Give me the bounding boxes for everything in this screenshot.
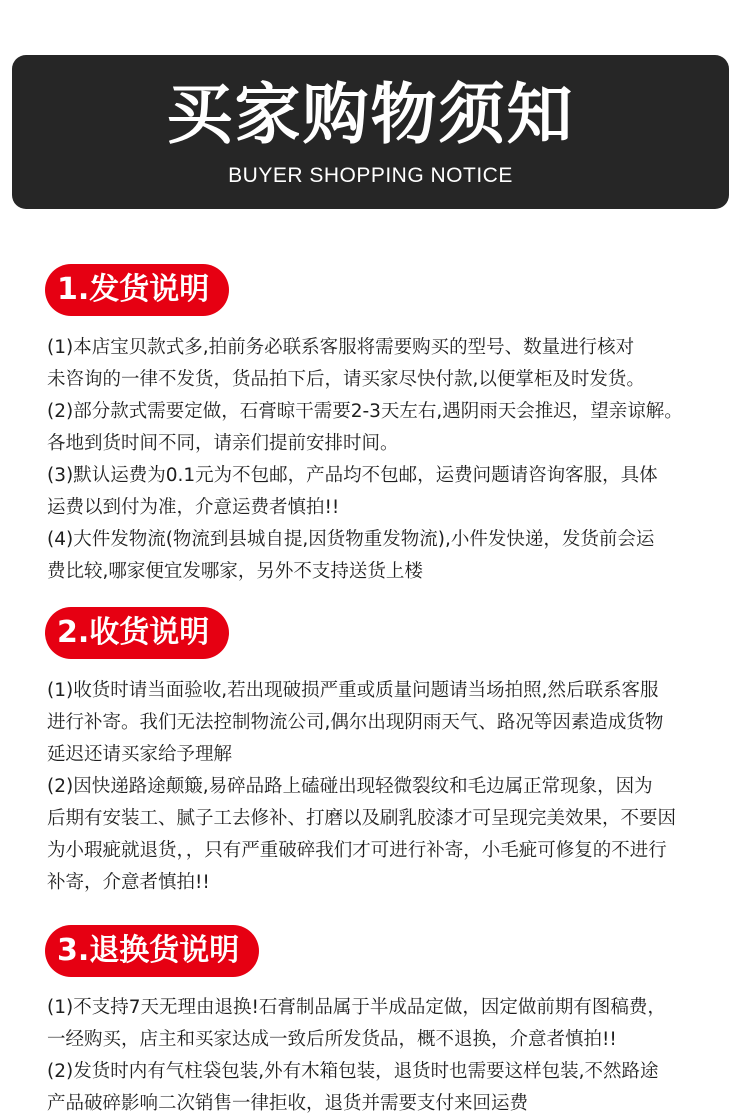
text-line: 补寄，介意者慎拍!! <box>47 872 210 893</box>
text-line: (1)不支持7天无理由退换!石膏制品属于半成品定做，因定做前期有图稿费， <box>47 997 666 1018</box>
section-body-returns <box>47 992 737 1120</box>
text-line: (2)发货时内有气柱袋包装,外有木箱包装，退货时也需要这样包装,不然路途 <box>47 1061 659 1082</box>
page-title: 买家购物须知 <box>166 76 575 153</box>
text-line: 进行补寄。我们无法控制物流公司,偶尔出现阴雨天气、路况等因素造成货物 <box>47 712 664 733</box>
text-line: 未咨询的一律不发货，货品拍下后，请买家尽快付款,以便掌柜及时发货。 <box>47 369 645 390</box>
text-line: 为小瑕疵就退货，，只有严重破碎我们才可进行补寄，小毛疵可修复的不进行 <box>47 840 667 861</box>
section-heading-receiving: 2.收货说明 <box>45 607 229 659</box>
section-heading-shipping: 1.发货说明 <box>45 264 229 316</box>
section-heading-returns: 3.退换货说明 <box>45 925 259 977</box>
header-banner <box>12 55 729 209</box>
text-line: 运费以到付为准，介意运费者慎拍!! <box>47 497 340 518</box>
text-line: (1)本店宝贝款式多,拍前务必联系客服将需要购买的型号、数量进行核对 <box>47 337 635 358</box>
text-line: (1)收货时请当面验收,若出现破损严重或质量问题请当场拍照,然后联系客服 <box>47 680 659 701</box>
text-line: 延迟还请买家给予理解 <box>47 744 233 765</box>
text-line: 一经购买，店主和买家达成一致后所发货品，概不退换，介意者慎拍!! <box>47 1029 617 1050</box>
text-line: (2)部分款式需要定做，石膏晾干需要2-3天左右,遇阴雨天会推迟，望亲谅解。 <box>47 401 683 422</box>
section-body-receiving <box>47 675 737 899</box>
text-line: (4)大件发物流(物流到县城自提,因货物重发物流),小件发快递，发货前会运 <box>47 529 655 550</box>
text-line: (2)因快递路途颠簸,易碎品路上磕碰出现轻微裂纹和毛边属正常现象，因为 <box>47 776 653 797</box>
text-line: 后期有安装工、腻子工去修补、打磨以及刷乳胶漆才可呈现完美效果，不要因 <box>47 808 677 829</box>
text-line: 费比较,哪家便宜发哪家，另外不支持送货上楼 <box>47 561 423 582</box>
text-line: 产品破碎影响二次销售一律拒收，退货并需要支付来回运费 <box>47 1093 529 1114</box>
section-body-shipping <box>47 332 737 588</box>
text-line: 各地到货时间不同，请亲们提前安排时间。 <box>47 433 399 454</box>
text-line: (3)默认运费为0.1元为不包邮，产品均不包邮，运费问题请咨询客服，具体 <box>47 465 658 486</box>
page-subtitle: BUYER SHOPPING NOTICE <box>228 164 513 187</box>
